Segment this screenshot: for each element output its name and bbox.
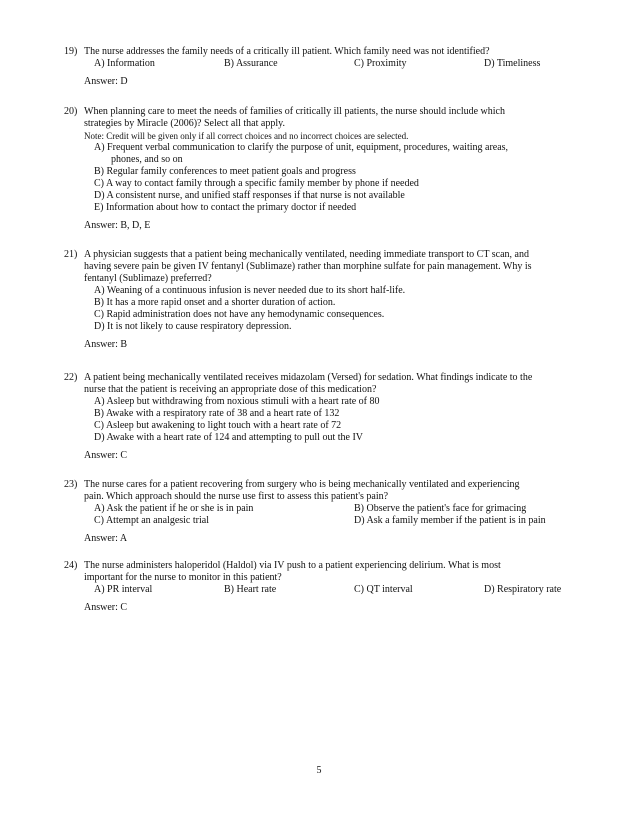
question-text: A patient being mechanically ventilated receives midazolam (Versed) for sedation. What findings indicate to the [84, 372, 533, 383]
choice-c: C) Proximity [354, 58, 407, 69]
question-text-cont: pain. Which approach should the nurse use first to assess this patient's pain? [84, 491, 389, 502]
question-number: 22) [64, 372, 78, 383]
question-22 [64, 372, 574, 462]
choice-a: A) Information [94, 58, 155, 69]
choice-a: A) Weaning of a continuous infusion is never needed due to its short half-life. [94, 285, 406, 296]
question-stem [64, 560, 574, 572]
question-number: 24) [64, 560, 78, 571]
question-number: 23) [64, 479, 78, 490]
answer: Answer: C [84, 450, 128, 461]
choice-b: B) Observe the patient's face for grimacing [354, 503, 527, 514]
question-text: A physician suggests that a patient being mechanically ventilated, needing immediate transport to CT scan, and [84, 249, 529, 260]
question-text: When planning care to meet the needs of families of critically ill patients, the nurse should include which [84, 106, 505, 117]
question-stem [64, 46, 574, 58]
question-20 [64, 106, 574, 232]
choice-c: C) QT interval [354, 584, 413, 595]
choice-d: D) It is not likely to cause respiratory depression. [94, 321, 292, 332]
question-number: 20) [64, 106, 78, 117]
choice-a: A) PR interval [94, 584, 153, 595]
question-24 [64, 560, 574, 614]
question-text: The nurse administers haloperidol (Haldol) via IV push to a patient experiencing delirium. What is most [84, 560, 501, 571]
answer: Answer: A [84, 533, 128, 544]
choices-row [64, 515, 574, 527]
question-text: The nurse addresses the family needs of a critically ill patient. Which family need was not identified? [84, 46, 490, 57]
question-text-cont: nurse that the patient is receiving an appropriate dose of this medication? [84, 384, 377, 395]
question-text-cont: strategies by Miracle (2006)? Select all that apply. [84, 118, 285, 129]
question-19 [64, 46, 574, 88]
question-number: 19) [64, 46, 78, 57]
choice-d: D) Timeliness [484, 58, 541, 69]
answer: Answer: B [84, 339, 128, 350]
choice-d: D) Awake with a heart rate of 124 and attempting to pull out the IV [94, 432, 364, 443]
answer: Answer: D [84, 76, 128, 87]
question-text-cont: having severe pain be given IV fentanyl (Sublimaze) rather than morphine sulfate for pain management. Why is [84, 261, 532, 272]
choice-e: E) Information about how to contact the primary doctor if needed [94, 202, 357, 213]
choice-b: B) It has a more rapid onset and a shorter duration of action. [94, 297, 336, 308]
choices-row [64, 503, 574, 515]
choice-a: A) Ask the patient if he or she is in pain [94, 503, 254, 514]
question-stem [64, 106, 574, 118]
choice-b: B) Heart rate [224, 584, 277, 595]
question-21 [64, 249, 574, 351]
choices-row [64, 58, 574, 70]
question-text-cont: important for the nurse to monitor in this patient? [84, 572, 282, 583]
question-stem [64, 479, 574, 491]
choice-c: C) Attempt an analgesic trial [94, 515, 209, 526]
choice-c: C) A way to contact family through a specific family member by phone if needed [94, 178, 419, 189]
choice-b: B) Assurance [224, 58, 278, 69]
question-stem [64, 249, 574, 261]
choice-c: C) Asleep but awakening to light touch with a heart rate of 72 [94, 420, 342, 431]
choice-c: C) Rapid administration does not have any hemodynamic consequences. [94, 309, 385, 320]
question-text-cont: fentanyl (Sublimaze) preferred? [84, 273, 212, 284]
question-text: The nurse cares for a patient recovering from surgery who is being mechanically ventilated and experiencing [84, 479, 520, 490]
choice-a-cont: phones, and so on [111, 154, 183, 165]
choice-a: A) Frequent verbal communication to clarify the purpose of unit, equipment, procedures, waiting areas, [94, 142, 509, 153]
question-23 [64, 479, 574, 545]
answer: Answer: B, D, E [84, 220, 151, 231]
answer: Answer: C [84, 602, 128, 613]
question-number: 21) [64, 249, 78, 260]
choice-d: D) Ask a family member if the patient is in pain [354, 515, 546, 526]
choice-a: A) Asleep but withdrawing from noxious stimuli with a heart rate of 80 [94, 396, 380, 407]
choice-b: B) Awake with a respiratory rate of 38 and a heart rate of 132 [94, 408, 340, 419]
question-stem [64, 372, 574, 384]
choice-d: D) Respiratory rate [484, 584, 562, 595]
choice-b: B) Regular family conferences to meet patient goals and progress [94, 166, 356, 177]
choice-d: D) A consistent nurse, and unified staff responses if that nurse is not available [94, 190, 405, 201]
choices-row [64, 584, 574, 596]
page-number: 5 [316, 765, 322, 776]
scoring-note: Note: Credit will be given only if all correct choices and no incorrect choices are selected. [84, 131, 409, 141]
